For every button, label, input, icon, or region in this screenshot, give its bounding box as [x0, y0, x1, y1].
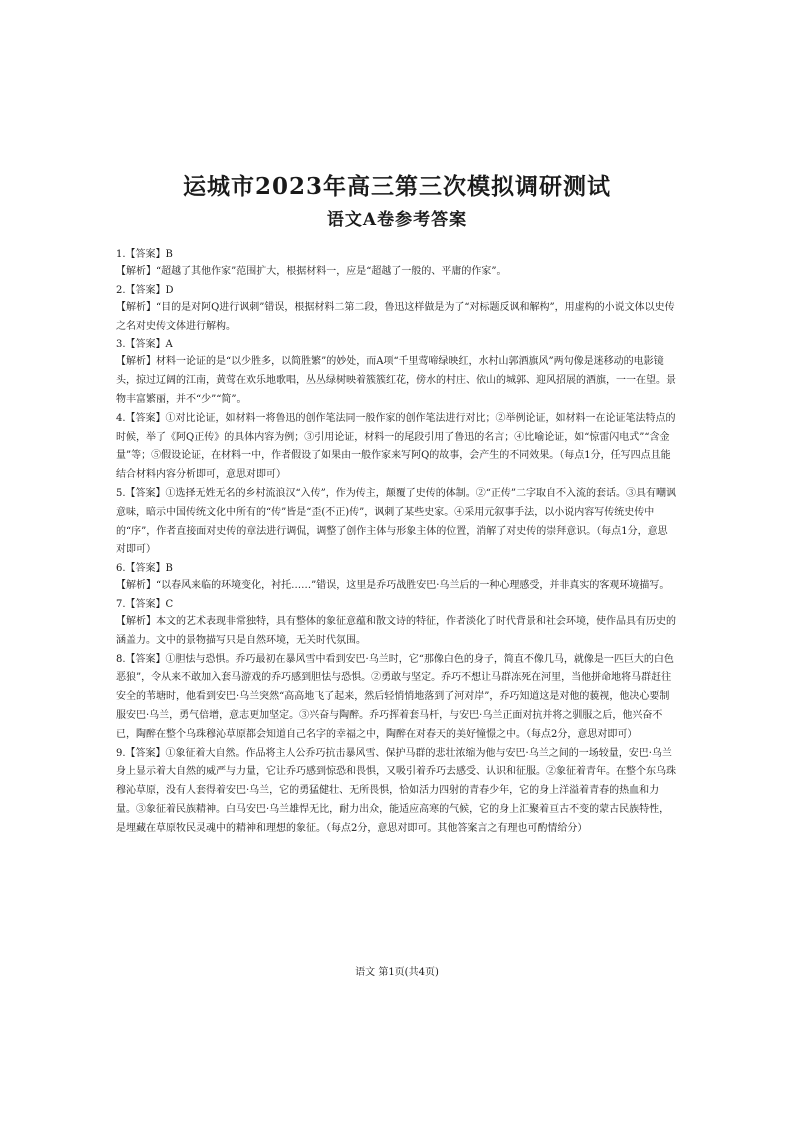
- analysis-text: 【解析】“以春风来临的环境变化，衬托……”错误，这里是乔巧战胜安巴·乌兰后的一种心理感受，并非真实的客观环境描写。: [116, 580, 670, 592]
- analysis-text: 【解析】材料一论证的是“以少胜多，以简胜繁”的妙处，而A项“千里莺啼绿映红，水村山郭酒旗风”两句像是迷移动的电影镜头，掠过辽阔的江南，黄莺在欢乐地歌唱，丛丛绿树映着簇簇红花，傍水的村庄、依山的城郭、迎风招展的酒旗，一一在望。景物丰富繁丽，并不“少”“简”。: [116, 356, 676, 405]
- analysis-text: 8.【答案】①胆怯与恐惧。乔巧最初在暴风雪中看到安巴·乌兰时，它“那像白色的身子，简直不像几马，就像是一匹巨大的白色恶狼”，令从来不敢加入套马游戏的乔巧感到胆怯与恐惧。②勇敢与坚定。乔巧不想让马群冻死在河里，当他拼命地将马群赶往安全的苇塘时，他看到安巴·乌兰突然“高高地飞了起来，然后轻悄悄地落到了河对岸”，乔巧知道这是对他的藐视，他决心要制服安巴·乌兰，勇气倍增，意志更加坚定。③兴奋与陶醉。乔巧挥着套马杆，与安巴·乌兰正面对抗并将之驯服之后，他兴奋不已，陶醉在整个乌珠穆沁草原都会知道自己名字的幸福之中，陶醉在对春天的美好憧憬之中。（每点2分，意思对即可）: [116, 653, 674, 740]
- page-subtitle: 语文A卷参考答案: [326, 210, 468, 230]
- answer-list: [116, 246, 676, 839]
- analysis-text: 4.【答案】①对比论证，如材料一将鲁迅的创作笔法同一般作家的创作笔法进行对比；②举例论证，如材料一在论证笔法特点的时候，举了《阿Q正传》的具体内容为例；③引用论证，材料一的尾段引用了鲁迅的名言；④比喻论证，如“惊雷闪电式”“含金量”等；⑤假设论证，在材料一中，作者假设了如果由一般作家来写阿Q的故事，会产生的不同效果。（每点1分，任写四点且能结合材料内容分析即可，意思对即可）: [116, 412, 676, 481]
- question-item-6: [116, 560, 676, 596]
- answer-line: 6.【答案】B: [116, 563, 173, 575]
- question-item-3: [116, 336, 676, 409]
- answer-line: 7.【答案】C: [116, 598, 174, 610]
- page-title: 运城市2023年高三第三次模拟调研测试: [182, 173, 611, 200]
- analysis-text: 【解析】本文的艺术表现非常独特，具有整体的象征意蕴和散文诗的特征，作者淡化了时代背景和社会环境，使作品具有历史的涵盖力。文中的景物描写只是自然环境，无关时代氛围。: [116, 615, 676, 646]
- page-footer: 语文 第1页(共4页): [355, 967, 439, 978]
- question-item-1: [116, 246, 676, 282]
- analysis-text: 【解析】“超越了其他作家”范围扩大，根据材料一，应是“超越了一般的、平庸的作家”。: [116, 266, 507, 277]
- answer-line: 2.【答案】D: [116, 284, 174, 296]
- answer-line: 1.【答案】B: [116, 249, 173, 260]
- analysis-text: 5.【答案】①选择无姓无名的乡村流浪汉“入传”，作为传主，颠覆了史传的体制。②“正传”二字取自不入流的套话。③具有嘲讽意味，暗示中国传统文化中所有的“传”皆是“歪(不正)传”，讽刺了某些史家。④采用元叙事手法，以小说内容写传统史传中的“序”，作者直接面对史传的章法进行调侃，调整了创作主体与形象主体的位置，消解了对史传的崇拜意识。（每点1分，意思对即可）: [116, 487, 676, 556]
- question-item-9: [116, 745, 676, 839]
- question-item-4: [116, 410, 676, 485]
- analysis-text: 9.【答案】①象征着大自然。作品将主人公乔巧抗击暴风雪、保护马群的悲壮浓缩为他与安巴·乌兰之间的一场较量，安巴·乌兰身上显示着大自然的威严与力量，它让乔巧感到惊恐和畏惧，又吸引着乔巧去感受、认识和征服。②象征着青年。在整个东乌珠穆沁草原，没有人套得着安巴·乌兰，它的勇猛健壮、无所畏惧，恰如活力四射的青春少年，它的身上洋溢着青春的热血和力量。③象征着民族精神。白马安巴·乌兰雄悍无比，耐力出众，能适应高寒的气候，它的身上汇聚着亘古不变的蒙古民族特性，是埋藏在草原牧民灵魂中的精神和理想的象征。（每点2分，意思对即可。其他答案言之有理也可酌情给分）: [116, 747, 676, 834]
- question-item-2: [116, 282, 676, 337]
- analysis-text: 【解析】“目的是对阿Q进行讽刺”错误，根据材料二第二段，鲁迅这样做是为了“对标题反讽和解构”，用虚构的小说文体以史传之名对史传文体进行解构。: [116, 301, 675, 332]
- question-item-7: [116, 596, 676, 651]
- question-item-8: [116, 651, 676, 745]
- answer-line: 3.【答案】A: [116, 339, 173, 351]
- question-item-5: [116, 485, 676, 560]
